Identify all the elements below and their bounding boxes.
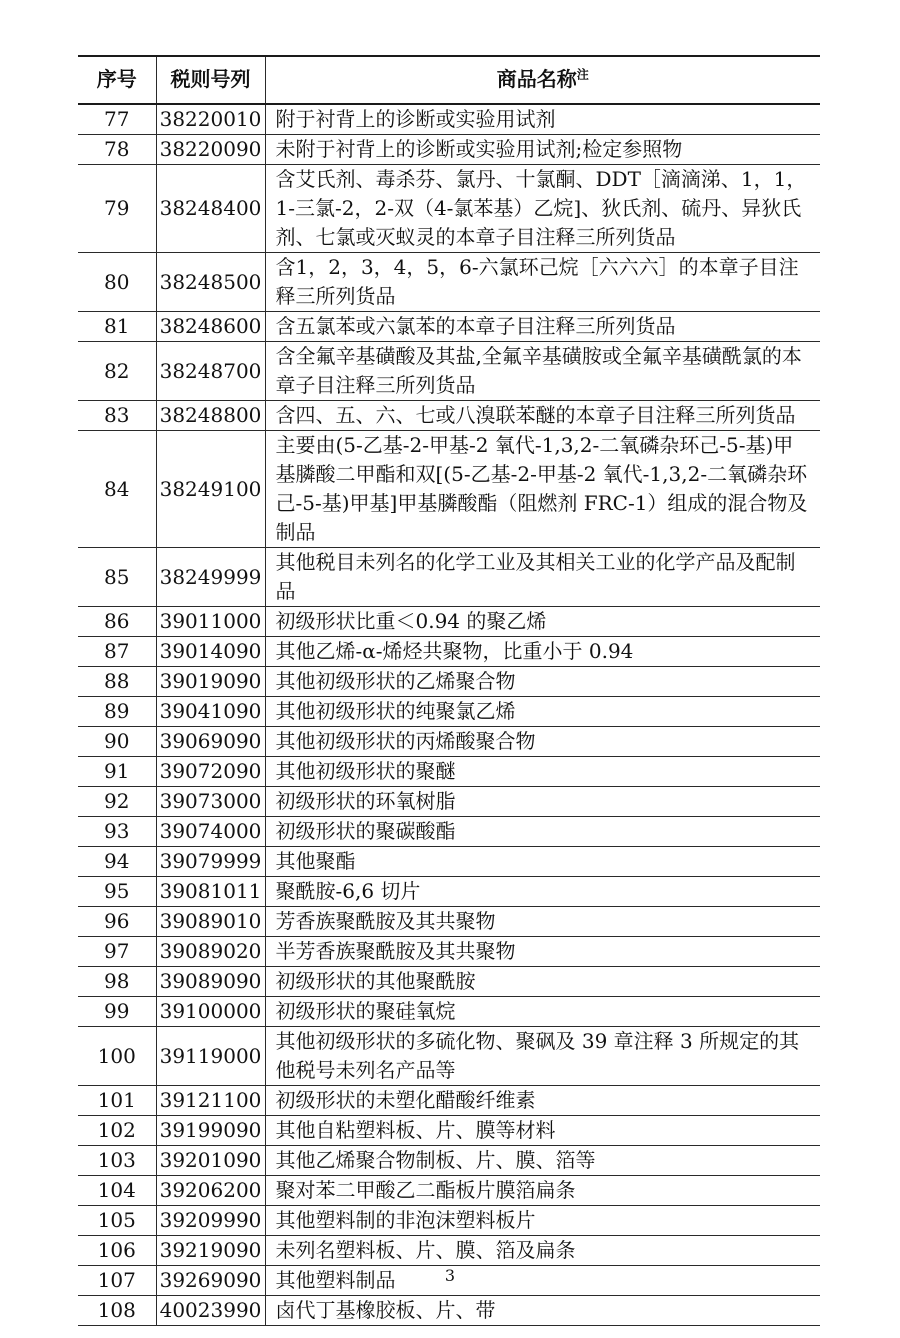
table-row: [78, 817, 820, 847]
table-row: [78, 697, 820, 727]
row-tariff-code: 39201090: [156, 1146, 265, 1176]
row-product-name: 其他乙烯聚合物制板、片、膜、箔等: [275, 1148, 596, 1172]
row-serial-number: 92: [78, 787, 156, 817]
table-row: [78, 104, 820, 135]
table-row: [78, 1236, 820, 1266]
row-product-name: 芳香族聚酰胺及其共聚物: [275, 909, 496, 933]
header-product-name-label: 商品名称: [496, 68, 577, 91]
row-product-name: 未列名塑料板、片、膜、箔及扁条: [275, 1238, 576, 1262]
row-product-name: 其他自粘塑料板、片、膜等材料: [275, 1118, 556, 1142]
row-tariff-code: 38248500: [156, 253, 265, 312]
row-tariff-code: 40023990: [156, 1296, 265, 1326]
row-tariff-code: 39121100: [156, 1086, 265, 1116]
row-product-name: 其他初级形状的聚醚: [275, 759, 456, 783]
row-tariff-code: 39100000: [156, 997, 265, 1027]
row-tariff-code: 38220090: [156, 135, 265, 165]
table-row: [78, 1206, 820, 1236]
row-serial-number: 81: [78, 312, 156, 342]
row-serial-number: 93: [78, 817, 156, 847]
row-tariff-code: 39074000: [156, 817, 265, 847]
table-row: [78, 907, 820, 937]
row-serial-number: 101: [78, 1086, 156, 1116]
row-product-name: 其他初级形状的乙烯聚合物: [275, 669, 516, 693]
row-serial-number: 80: [78, 253, 156, 312]
table-row: [78, 401, 820, 431]
row-product-name: 其他乙烯-α-烯烃共聚物，比重小于 0.94: [275, 639, 634, 663]
row-product-name: 其他塑料制品: [275, 1268, 396, 1292]
row-serial-number: 104: [78, 1176, 156, 1206]
row-tariff-code: 39069090: [156, 727, 265, 757]
table-row: [78, 1176, 820, 1206]
header-tariff-code: [156, 56, 265, 104]
header-product-name: [265, 56, 820, 104]
row-product-name: 未附于衬背上的诊断或实验用试剂;检定参照物: [275, 137, 683, 161]
row-product-name: 含1，2，3，4，5，6-六氯环己烷［六六六］的本章子目注释三所列货品: [275, 255, 799, 308]
row-product-name: 含全氟辛基磺酸及其盐,全氟辛基磺胺或全氟辛基磺酰氯的本章子目注释三所列货品: [275, 344, 802, 397]
table-row: [78, 847, 820, 877]
header-serial-number: [78, 56, 156, 104]
row-product-name: 聚酰胺-6,6 切片: [275, 879, 421, 903]
row-product-name: 主要由(5-乙基-2-甲基-2 氧代-1,3,2-二氧磷杂环己-5-基)甲基膦酸二甲酯和双[(5-乙基-2-甲基-2 氧代-1,3,2-二氧磷杂环己-5-基)甲基]甲基膦酸酯（阻燃剂 FRC-1）组成的混合物及制品: [275, 433, 808, 544]
row-serial-number: 85: [78, 548, 156, 607]
row-serial-number: 82: [78, 342, 156, 401]
row-product-name: 其他初级形状的纯聚氯乙烯: [275, 699, 516, 723]
table-row: [78, 787, 820, 817]
table-row: [78, 165, 820, 253]
row-serial-number: 102: [78, 1116, 156, 1146]
row-product-name: 初级形状的聚碳酸酯: [275, 819, 456, 843]
row-tariff-code: 38220010: [156, 104, 265, 135]
row-tariff-code: 38248800: [156, 401, 265, 431]
table-row: [78, 727, 820, 757]
tariff-table: [78, 55, 820, 1326]
row-product-name: 含五氯苯或六氯苯的本章子目注释三所列货品: [275, 314, 676, 338]
row-product-name: 其他聚酯: [275, 849, 356, 873]
row-product-name: 半芳香族聚酰胺及其共聚物: [275, 939, 516, 963]
row-serial-number: 78: [78, 135, 156, 165]
row-tariff-code: 39089090: [156, 967, 265, 997]
row-product-name: 初级形状的环氧树脂: [275, 789, 456, 813]
table-row: [78, 967, 820, 997]
header-note-superscript: 注: [576, 66, 589, 81]
row-serial-number: 79: [78, 165, 156, 253]
table-row: [78, 1296, 820, 1326]
row-tariff-code: 38248700: [156, 342, 265, 401]
row-serial-number: 94: [78, 847, 156, 877]
row-serial-number: 107: [78, 1266, 156, 1296]
table-row: [78, 1116, 820, 1146]
row-product-name: 附于衬背上的诊断或实验用试剂: [275, 107, 556, 131]
table-row: [78, 1086, 820, 1116]
table-body: [78, 104, 820, 1326]
row-tariff-code: 39011000: [156, 607, 265, 637]
row-tariff-code: 39081011: [156, 877, 265, 907]
row-tariff-code: 39209990: [156, 1206, 265, 1236]
row-product-name: 初级形状的聚硅氧烷: [275, 999, 456, 1023]
row-serial-number: 106: [78, 1236, 156, 1266]
row-serial-number: 91: [78, 757, 156, 787]
row-tariff-code: 39269090: [156, 1266, 265, 1296]
row-tariff-code: 39119000: [156, 1027, 265, 1086]
row-serial-number: 98: [78, 967, 156, 997]
row-serial-number: 96: [78, 907, 156, 937]
row-serial-number: 99: [78, 997, 156, 1027]
table-row: [78, 877, 820, 907]
row-tariff-code: 39019090: [156, 667, 265, 697]
row-product-name: 其他塑料制的非泡沫塑料板片: [275, 1208, 536, 1232]
table-row: [78, 548, 820, 607]
table-row: [78, 312, 820, 342]
table-row: [78, 997, 820, 1027]
row-serial-number: 88: [78, 667, 156, 697]
row-serial-number: 89: [78, 697, 156, 727]
row-serial-number: 103: [78, 1146, 156, 1176]
row-tariff-code: 39089010: [156, 907, 265, 937]
row-product-name: 初级形状比重＜0.94 的聚乙烯: [275, 609, 547, 633]
page-number: 3: [444, 1266, 456, 1285]
row-serial-number: 90: [78, 727, 156, 757]
row-tariff-code: 39041090: [156, 697, 265, 727]
row-tariff-code: 39219090: [156, 1236, 265, 1266]
row-product-name: 聚对苯二甲酸乙二酯板片膜箔扁条: [275, 1178, 576, 1202]
table-row: [78, 135, 820, 165]
table-row: [78, 667, 820, 697]
table-row: [78, 431, 820, 548]
row-product-name: 卤代丁基橡胶板、片、带: [275, 1298, 496, 1322]
header-serial-number-label: 序号: [96, 68, 137, 91]
row-tariff-code: 39014090: [156, 637, 265, 667]
row-tariff-code: 38249999: [156, 548, 265, 607]
row-serial-number: 97: [78, 937, 156, 967]
row-serial-number: 108: [78, 1296, 156, 1326]
row-tariff-code: 39089020: [156, 937, 265, 967]
row-product-name: 其他初级形状的多硫化物、聚砜及 39 章注释 3 所规定的其他税号未列名产品等: [275, 1029, 800, 1082]
row-serial-number: 83: [78, 401, 156, 431]
row-serial-number: 87: [78, 637, 156, 667]
row-tariff-code: 39079999: [156, 847, 265, 877]
row-product-name: 其他税目未列名的化学工业及其相关工业的化学产品及配制品: [275, 550, 796, 603]
row-product-name: 初级形状的未塑化醋酸纤维素: [275, 1088, 536, 1112]
row-tariff-code: 39206200: [156, 1176, 265, 1206]
table-row: [78, 342, 820, 401]
table-row: [78, 607, 820, 637]
row-serial-number: 95: [78, 877, 156, 907]
row-tariff-code: 38248400: [156, 165, 265, 253]
table-row: [78, 637, 820, 667]
table-row: [78, 253, 820, 312]
row-tariff-code: 39073000: [156, 787, 265, 817]
row-serial-number: 77: [78, 104, 156, 135]
table-row: [78, 757, 820, 787]
row-tariff-code: 38248600: [156, 312, 265, 342]
row-tariff-code: 39199090: [156, 1116, 265, 1146]
row-tariff-code: 39072090: [156, 757, 265, 787]
row-serial-number: 84: [78, 431, 156, 548]
table-header-row: [78, 56, 820, 104]
header-tariff-code-label: 税则号列: [170, 68, 251, 91]
row-tariff-code: 38249100: [156, 431, 265, 548]
row-product-name: 含艾氏剂、毒杀芬、氯丹、十氯酮、DDT［滴滴涕、1，1，1-三氯-2，2-双（4-氯苯基）乙烷]、狄氏剂、硫丹、异狄氏剂、七氯或灭蚁灵的本章子目注释三所列货品: [275, 167, 807, 249]
table-row: [78, 937, 820, 967]
row-serial-number: 105: [78, 1206, 156, 1236]
row-serial-number: 100: [78, 1027, 156, 1086]
row-product-name: 初级形状的其他聚酰胺: [275, 969, 476, 993]
table-row: [78, 1146, 820, 1176]
row-product-name: 其他初级形状的丙烯酸聚合物: [275, 729, 536, 753]
table-row: [78, 1027, 820, 1086]
row-serial-number: 86: [78, 607, 156, 637]
row-product-name: 含四、五、六、七或八溴联苯醚的本章子目注释三所列货品: [275, 403, 796, 427]
